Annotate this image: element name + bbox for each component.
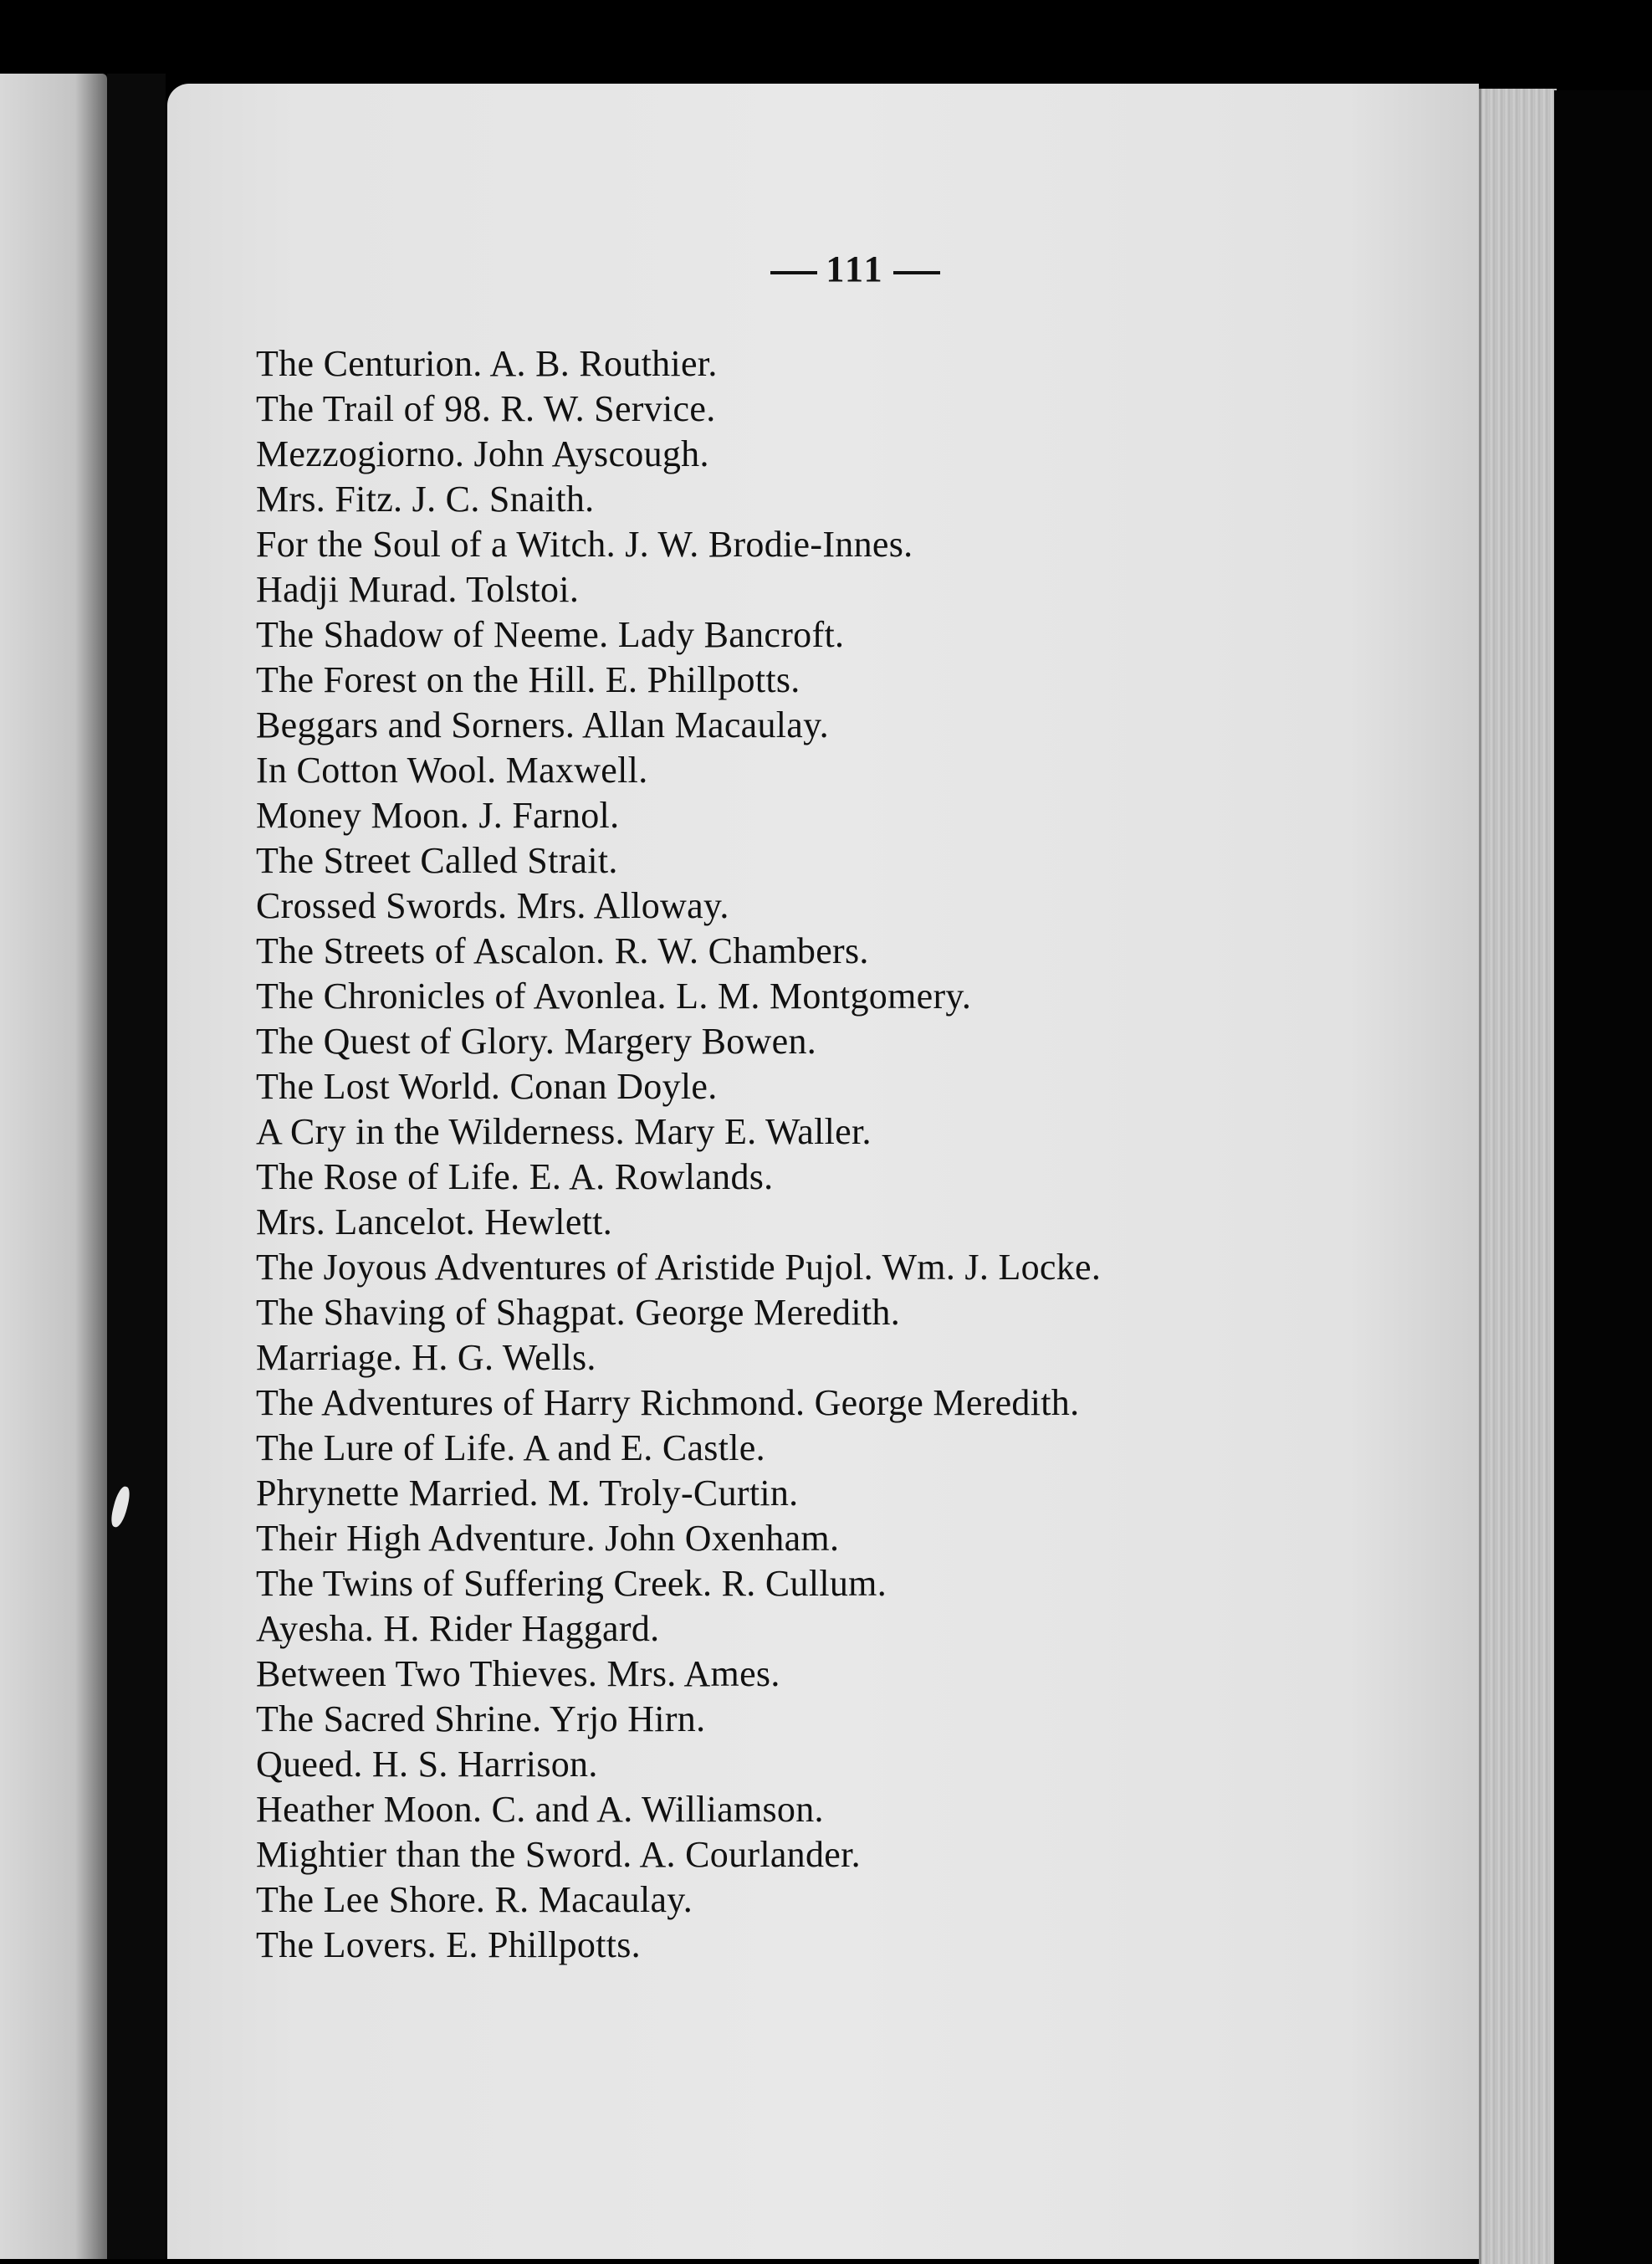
list-item: The Forest on the Hill. E. Phillpotts. — [256, 659, 800, 700]
list-item: The Street Called Strait. — [256, 840, 618, 881]
list-item: The Shaving of Shagpat. George Meredith. — [256, 1292, 901, 1333]
list-item: Between Two Thieves. Mrs. Ames. — [256, 1653, 780, 1694]
list-item: Marriage. H. G. Wells. — [256, 1337, 596, 1378]
list-item: Heather Moon. C. and A. Williamson. — [256, 1789, 824, 1830]
dash-left — [770, 271, 817, 274]
list-item: The Lure of Life. A and E. Castle. — [256, 1427, 765, 1468]
list-item: In Cotton Wool. Maxwell. — [256, 750, 648, 791]
book-gutter — [107, 74, 166, 2259]
page-number — [0, 248, 1652, 290]
list-item: Crossed Swords. Mrs. Alloway. — [256, 885, 729, 926]
list-item: A Cry in the Wilderness. Mary E. Waller. — [256, 1111, 872, 1152]
list-item: The Lovers. E. Phillpotts. — [256, 1924, 641, 1965]
list-item: Queed. H. S. Harrison. — [256, 1744, 598, 1785]
book-list — [256, 341, 1101, 1968]
list-item: The Streets of Ascalon. R. W. Chambers. — [256, 930, 869, 971]
list-item: The Chronicles of Avonlea. L. M. Montgomery. — [256, 976, 972, 1017]
list-item: The Rose of Life. E. A. Rowlands. — [256, 1156, 774, 1197]
list-item: The Twins of Suffering Creek. R. Cullum. — [256, 1563, 887, 1604]
list-item: Mezzogiorno. John Ayscough. — [256, 433, 709, 474]
dash-right — [893, 271, 940, 274]
list-item: Money Moon. J. Farnol. — [256, 795, 620, 836]
list-item: The Shadow of Neeme. Lady Bancroft. — [256, 614, 845, 655]
list-item: The Lost World. Conan Doyle. — [256, 1066, 718, 1107]
list-item: The Lee Shore. R. Macaulay. — [256, 1879, 693, 1920]
list-item: Their High Adventure. John Oxenham. — [256, 1518, 840, 1559]
scan-background — [1554, 90, 1652, 2264]
list-item: The Quest of Glory. Margery Bowen. — [256, 1021, 817, 1062]
list-item: The Joyous Adventures of Aristide Pujol. Wm. J. Locke. — [256, 1247, 1102, 1288]
list-item: The Sacred Shrine. Yrjo Hirn. — [256, 1698, 706, 1739]
list-item: Hadji Murad. Tolstoi. — [256, 569, 580, 610]
list-item: Mrs. Lancelot. Hewlett. — [256, 1201, 612, 1242]
list-item: Mightier than the Sword. A. Courlander. — [256, 1834, 861, 1875]
left-page-edge — [0, 74, 107, 2259]
list-item: The Adventures of Harry Richmond. George Meredith. — [256, 1382, 1080, 1423]
list-item: Mrs. Fitz. J. C. Snaith. — [256, 479, 595, 520]
page-number-text: 111 — [826, 248, 885, 289]
list-item: Ayesha. H. Rider Haggard. — [256, 1608, 660, 1649]
page-stack-edge — [1479, 89, 1557, 2264]
list-item: The Centurion. A. B. Routhier. — [256, 343, 718, 384]
list-item: The Trail of 98. R. W. Service. — [256, 388, 716, 429]
list-item: For the Soul of a Witch. J. W. Brodie-Innes. — [256, 524, 913, 565]
list-item: Phrynette Married. M. Troly-Curtin. — [256, 1473, 799, 1514]
list-item: Beggars and Sorners. Allan Macaulay. — [256, 704, 829, 745]
